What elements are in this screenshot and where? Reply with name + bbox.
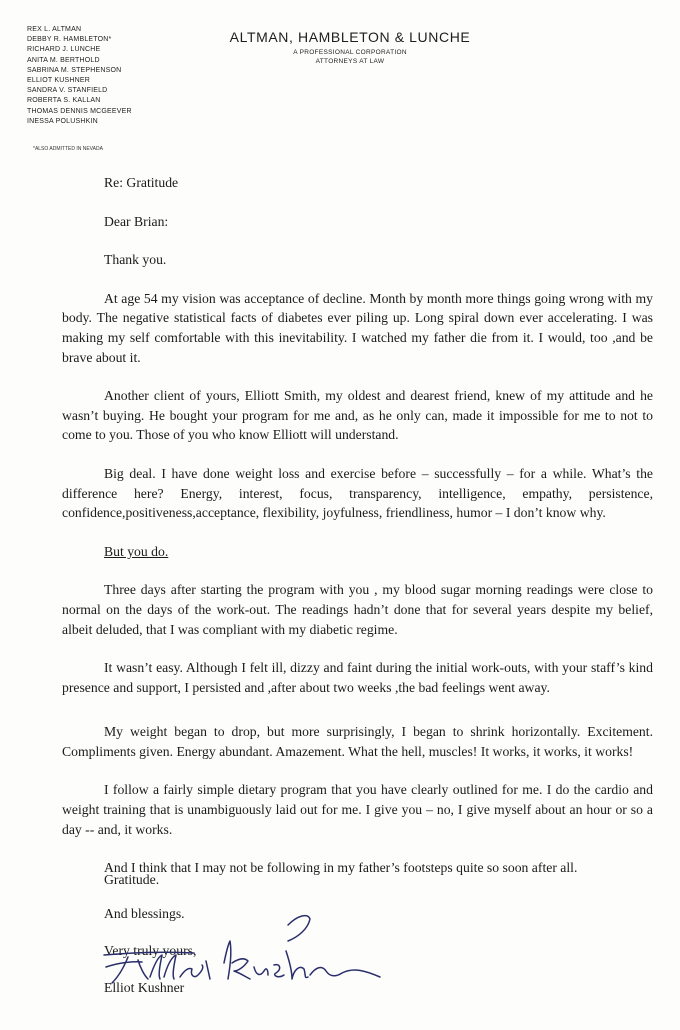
thanks-line: Thank you. [104, 252, 167, 268]
handwritten-signature [98, 905, 388, 997]
paragraph-7: I follow a fairly simple dietary program that you have clearly outlined for me. I do the cardio and weight training that is unambiguously laid out for me. I give you – no, I give myself about an hour or so a day -- and, it works. [62, 782, 653, 837]
partner-name: THOMAS DENNIS MCGEEVER [27, 107, 132, 115]
firm-header [200, 29, 500, 66]
subject-line: Re: Gratitude [104, 175, 179, 190]
but-you-do-line: But you do. [104, 543, 169, 559]
paragraph-4: Three days after starting the program with you , my blood sugar morning readings were close to normal on the days of the work-out. The readings hadn’t done that for several years despite my belief, albeit deluded, that I was compliant with my diabetic regime. [62, 582, 653, 637]
salutation: Dear Brian: [104, 213, 169, 229]
paragraph-8: And I think that I may not be following in my father’s footsteps quite so soon after all. [104, 860, 578, 876]
letter-body [62, 173, 653, 878]
partner-name: ROBERTA S. KALLAN [27, 97, 101, 105]
partner-name: DEBBY R. HAMBLETON* [27, 36, 112, 44]
partner-name: SANDRA V. STANFIELD [27, 87, 108, 95]
partner-name: REX L. ALTMAN [27, 26, 82, 33]
signer-name: Elliot Kushner [104, 980, 185, 995]
admission-footnote: *ALSO ADMITTED IN NEVADA [33, 146, 103, 152]
firm-subtitle-2: ATTORNEYS AT LAW [315, 58, 385, 65]
firm-subtitle: A PROFESSIONAL CORPORATION [293, 49, 407, 56]
paragraph-3: Big deal. I have done weight loss and exercise before – successfully – for a while. What’s the difference here? Energy, interest, focus, transparency, intelligence, empathy, persistence, confidence,positiveness,acceptance, flexibility, joyfulness, friendliness, humor – I don’t know why. [62, 465, 653, 521]
valediction: Very truly yours, [104, 943, 197, 958]
partner-name: INESSA POLUSHKIN [27, 117, 98, 125]
partner-name: ELLIOT KUSHNER [27, 77, 90, 85]
paragraph-2: Another client of yours, Elliott Smith, my oldest and dearest friend, knew of my attitude and he wasn’t buying. He bought your program for me and, as he only can, made it impossible for me to not to come to you. Those of you who know Elliott will understand. [62, 388, 653, 443]
paragraph-6: My weight began to drop, but more surprisingly, I began to shrink horizontally. Excitement. Compliments given. Energy abundant. Amazement. What the hell, muscles! It works, it works, it works! [62, 724, 653, 759]
paragraph-1: At age 54 my vision was acceptance of decline. Month by month more things going wrong with my body. The negative statistical facts of diabetes ever piling up. Long spiral down ever accelerating. I was making my self comfortable with this inevitability. I watched my father die from it. I would, too ,and be brave about it. [62, 290, 653, 365]
blessings-line: And blessings. [104, 906, 185, 921]
partner-name: RICHARD J. LUNCHE [27, 46, 101, 54]
partner-name: ANITA M. BERTHOLD [27, 56, 100, 64]
paragraph-5: It wasn’t easy. Although I felt ill, dizzy and faint during the initial work-outs, with your staff’s kind presence and support, I persisted and ,after about two weeks ,the bad feelings went away. [62, 660, 653, 695]
gratitude-line: Gratitude. [104, 872, 160, 887]
partner-list [27, 25, 132, 127]
partner-name: SABRINA M. STEPHENSON [27, 66, 122, 74]
firm-name: ALTMAN, HAMBLETON & LUNCHE [229, 29, 471, 45]
